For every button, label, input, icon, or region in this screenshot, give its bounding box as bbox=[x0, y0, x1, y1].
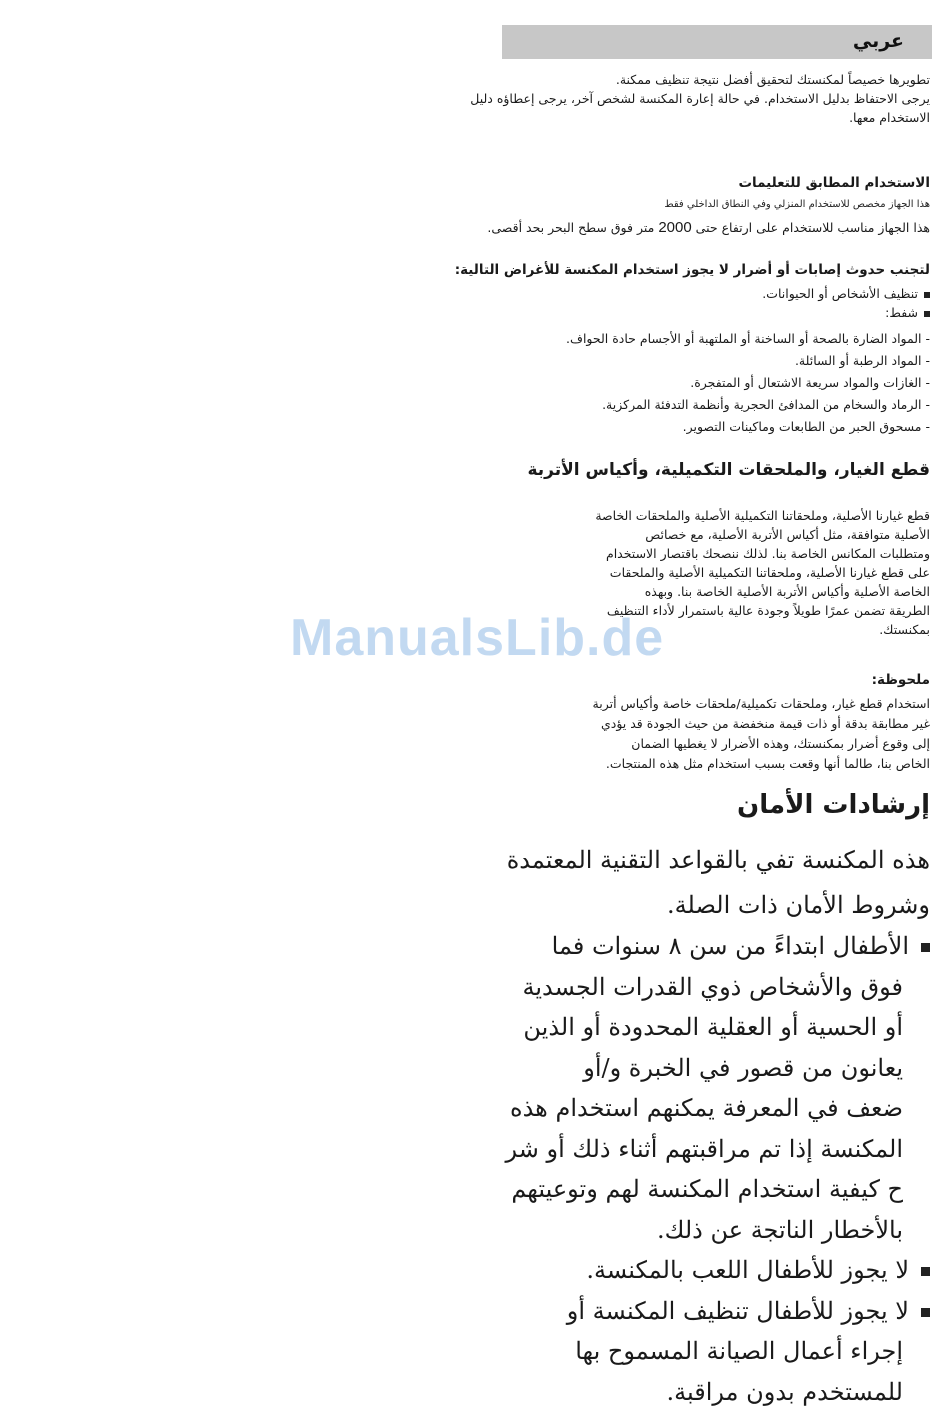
paragraph-line: الخاص بنا، طالما أنها وقعت بسبب استخدام مثل هذه المنتجات. bbox=[410, 754, 930, 774]
paragraph-line: على قطع غيارنا الأصلية، وملحقاتنا التكميلية الأصلية والملحقات bbox=[410, 563, 930, 582]
prohibited-bullets bbox=[410, 284, 930, 322]
paragraph-line: الأصلية متوافقة، مثل أكياس الأتربة الأصلية، مع خصائص bbox=[410, 525, 930, 544]
paragraph-line: وشروط الأمان ذات الصلة. bbox=[330, 883, 930, 928]
square-bullet-icon bbox=[921, 1267, 930, 1276]
altitude-text-suffix: متر فوق سطح البحر بحد أقصى. bbox=[487, 220, 654, 235]
paragraph-line: إلى وقوع أضرار بمكنستك، وهذه الأضرار لا يغطيها الضمان bbox=[410, 734, 930, 754]
list-item: - المواد الضارة بالصحة أو الساخنة أو الملتهبة أو الأجسام حادة الحواف. bbox=[410, 328, 930, 350]
paragraph-line: غير مطابقة بدقة أو ذات قيمة منخفضة من حيث الجودة قد يؤدي bbox=[410, 714, 930, 734]
spare-parts-heading: قطع الغيار، والملحقات التكميلية، وأكياس الأتربة bbox=[410, 460, 930, 480]
square-bullet-icon bbox=[921, 1308, 930, 1317]
paragraph-line: استخدام قطع غيار، وملحقات تكميلية/ملحقات خاصة وأكياس أتربة bbox=[410, 694, 930, 714]
paragraph-line: قطع غيارنا الأصلية، وملحقاتنا التكميلية الأصلية والملحقات الخاصة bbox=[410, 506, 930, 525]
list-item: شفط: bbox=[410, 303, 930, 322]
prohibited-heading: لتجنب حدوث إصابات أو أضرار لا يجوز استخدام المكنسة للأغراض التالية: bbox=[410, 262, 930, 278]
list-item: - المواد الرطبة أو السائلة. bbox=[410, 350, 930, 372]
paragraph-line: أو الحسية أو العقلية المحدودة أو الذين bbox=[330, 1007, 930, 1048]
paragraph-line: فوق والأشخاص ذوي القدرات الجسدية bbox=[330, 967, 930, 1008]
list-item: الأطفال ابتداءً من سن ٨ سنوات فما bbox=[330, 926, 930, 967]
intended-use-line1: هذا الجهاز مخصص للاستخدام المنزلي وفي النطاق الداخلي فقط bbox=[410, 198, 930, 211]
intended-use-line2 bbox=[410, 218, 930, 237]
list-item: تنظيف الأشخاص أو الحيوانات. bbox=[410, 284, 930, 303]
safety-heading: إرشادات الأمان bbox=[410, 790, 930, 820]
paragraph-line: الخاصة الأصلية وأكياس الأتربة الأصلية الخاصة بنا. وبهذه bbox=[410, 582, 930, 601]
intro-line: تطويرها خصيصاً لمكنستك لتحقيق أفضل نتيجة تنظيف ممكنة. bbox=[410, 70, 930, 89]
list-item: - الرماد والسخام من المدافئ الحجرية وأنظمة التدفئة المركزية. bbox=[410, 394, 930, 416]
language-label: عربي bbox=[853, 30, 904, 52]
square-bullet-icon bbox=[921, 943, 930, 952]
paragraph-line: بالأخطار الناتجة عن ذلك. bbox=[330, 1210, 930, 1251]
paragraph-line: المكنسة إذا تم مراقبتهم أثناء ذلك أو شر bbox=[330, 1129, 930, 1170]
paragraph-line: ضعف في المعرفة يمكنهم استخدام هذه bbox=[330, 1088, 930, 1129]
list-item: - الغازات والمواد سريعة الاشتعال أو المتفجرة. bbox=[410, 372, 930, 394]
safety-intro bbox=[330, 838, 930, 928]
language-header-bar bbox=[502, 25, 932, 59]
prohibited-subitems bbox=[410, 328, 930, 438]
note-heading: ملحوظة: bbox=[410, 672, 930, 688]
paragraph-line: إجراء أعمال الصيانة المسموح بها bbox=[330, 1331, 930, 1372]
intro-paragraph bbox=[410, 70, 930, 127]
paragraph-line: بمكنستك. bbox=[410, 620, 930, 639]
paragraph-line: ح كيفية استخدام المكنسة لهم وتوعيتهم bbox=[330, 1169, 930, 1210]
paragraph-line: للمستخدم بدون مراقبة. bbox=[330, 1372, 930, 1412]
paragraph-line: الطريقة تضمن عمرًا طويلاً وجودة عالية باستمرار لأداء التنظيف bbox=[410, 601, 930, 620]
square-bullet-icon bbox=[924, 292, 930, 298]
list-item: لا يجوز للأطفال اللعب بالمكنسة. bbox=[330, 1250, 930, 1291]
square-bullet-icon bbox=[924, 311, 930, 317]
intro-line: الاستخدام معها. bbox=[410, 108, 930, 127]
paragraph-line: يعانون من قصور في الخبرة و/أو bbox=[330, 1048, 930, 1089]
safety-bullet-children bbox=[330, 926, 930, 1412]
altitude-text-prefix: هذا الجهاز مناسب للاستخدام على ارتفاع حتى bbox=[696, 220, 930, 235]
note-paragraph bbox=[410, 694, 930, 774]
list-item: - مسحوق الحبر من الطابعات وماكينات التصوير. bbox=[410, 416, 930, 438]
paragraph-line: ومتطلبات المكانس الخاصة بنا. لذلك ننصحك باقتصار الاستخدام bbox=[410, 544, 930, 563]
altitude-number: 2000 bbox=[658, 219, 691, 236]
intro-line: يرجى الاحتفاظ بدليل الاستخدام. في حالة إعارة المكنسة لشخص آخر، يرجى إعطاؤه دليل bbox=[410, 89, 930, 108]
intended-use-heading: الاستخدام المطابق للتعليمات bbox=[410, 175, 930, 191]
watermark: ManualsLib.de bbox=[290, 608, 664, 668]
paragraph-line: هذه المكنسة تفي بالقواعد التقنية المعتمدة bbox=[330, 838, 930, 883]
list-item: لا يجوز للأطفال تنظيف المكنسة أو bbox=[330, 1291, 930, 1332]
